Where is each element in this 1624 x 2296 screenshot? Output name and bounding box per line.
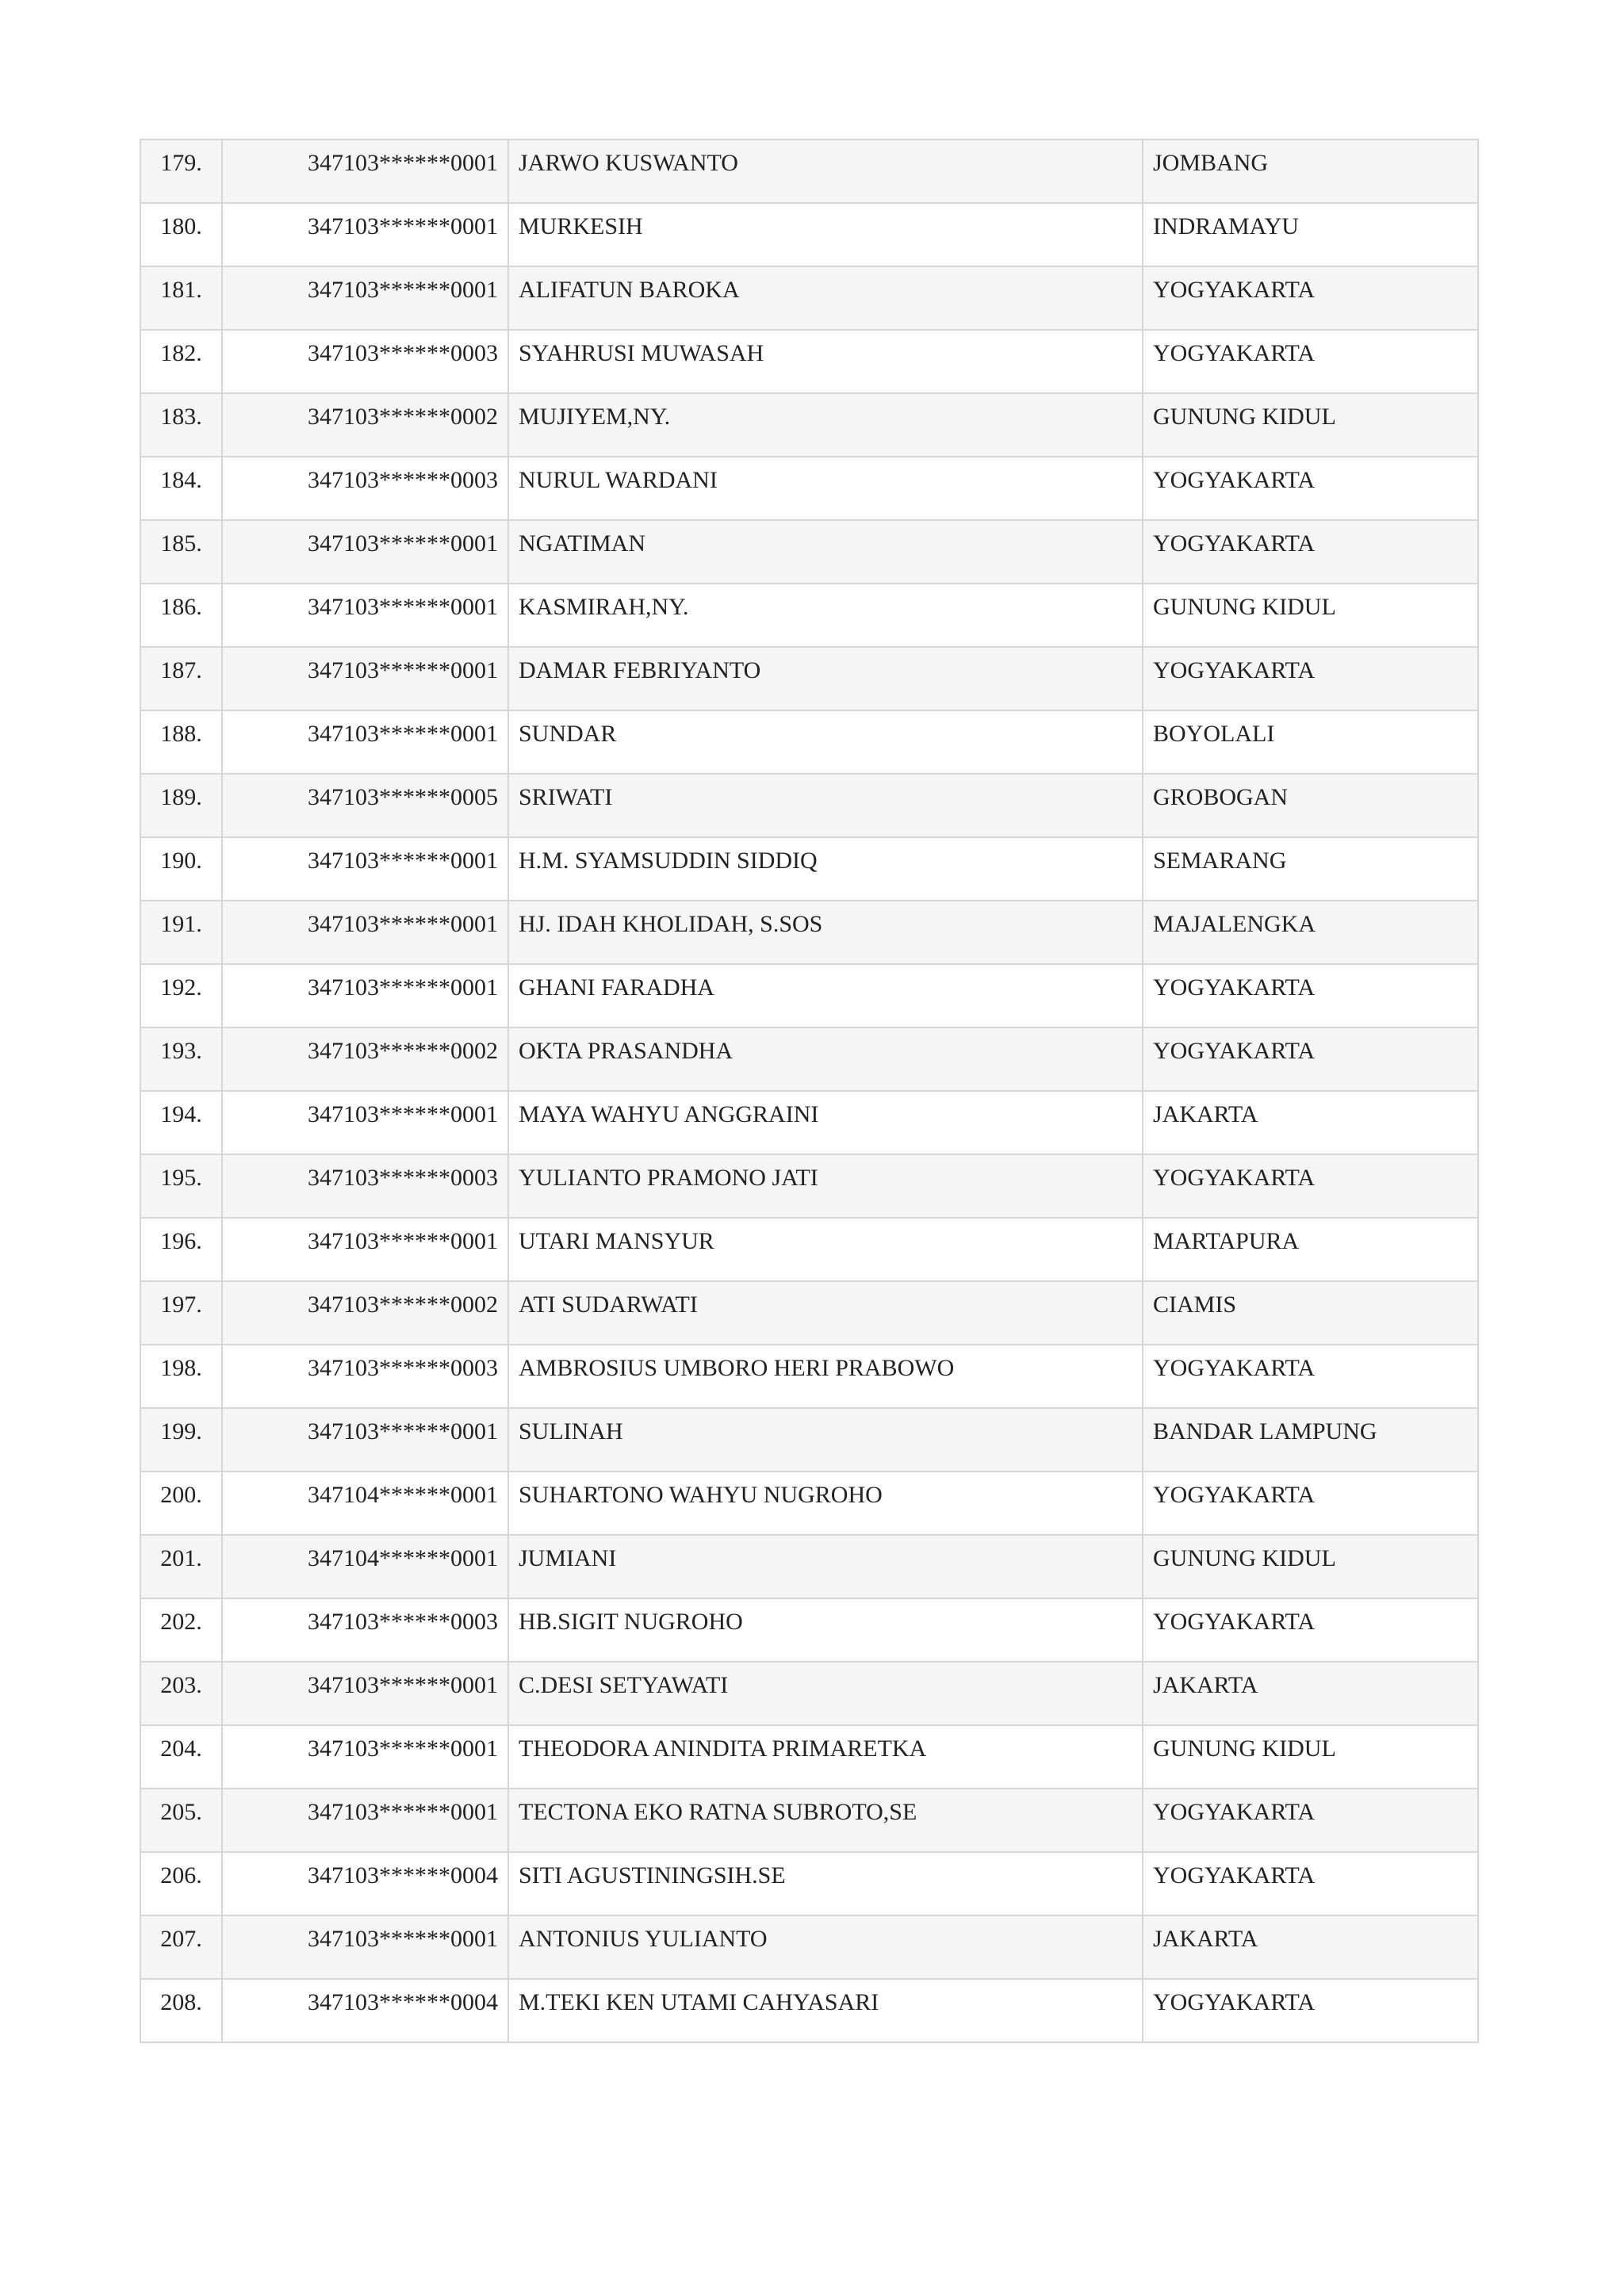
birthplace-cell: YOGYAKARTA [1143, 1027, 1478, 1091]
name-cell: SULINAH [508, 1408, 1143, 1471]
row-number-cell: 207. [140, 1915, 222, 1979]
table-row [140, 710, 1478, 774]
table-row [140, 330, 1478, 393]
birthplace-cell: YOGYAKARTA [1143, 1345, 1478, 1408]
birthplace-cell: JAKARTA [1143, 1091, 1478, 1154]
table-row [140, 1091, 1478, 1154]
birthplace-cell: YOGYAKARTA [1143, 1471, 1478, 1535]
table-row [140, 1662, 1478, 1725]
nik-cell: 347103******0001 [222, 520, 508, 584]
row-number-cell: 195. [140, 1154, 222, 1218]
row-number-cell: 200. [140, 1471, 222, 1535]
row-number-cell: 184. [140, 457, 222, 520]
row-number-cell: 188. [140, 710, 222, 774]
nik-cell: 347103******0001 [222, 1789, 508, 1852]
birthplace-cell: YOGYAKARTA [1143, 647, 1478, 710]
row-number-cell: 186. [140, 584, 222, 647]
birthplace-cell: JAKARTA [1143, 1915, 1478, 1979]
row-number-cell: 191. [140, 901, 222, 964]
table-row [140, 1408, 1478, 1471]
table-row [140, 1218, 1478, 1281]
row-number-cell: 190. [140, 837, 222, 901]
row-number-cell: 206. [140, 1852, 222, 1915]
birthplace-cell: YOGYAKARTA [1143, 1154, 1478, 1218]
nik-cell: 347103******0001 [222, 1218, 508, 1281]
birthplace-cell: YOGYAKARTA [1143, 520, 1478, 584]
birthplace-cell: YOGYAKARTA [1143, 266, 1478, 330]
birthplace-cell: YOGYAKARTA [1143, 1979, 1478, 2042]
row-number-cell: 205. [140, 1789, 222, 1852]
table-row [140, 266, 1478, 330]
name-cell: HB.SIGIT NUGROHO [508, 1598, 1143, 1662]
table-row [140, 837, 1478, 901]
name-cell: C.DESI SETYAWATI [508, 1662, 1143, 1725]
table-row [140, 1598, 1478, 1662]
table-row [140, 1154, 1478, 1218]
nik-cell: 347103******0005 [222, 774, 508, 837]
nik-cell: 347103******0001 [222, 647, 508, 710]
nik-cell: 347103******0001 [222, 1915, 508, 1979]
birthplace-cell: YOGYAKARTA [1143, 1852, 1478, 1915]
nik-cell: 347103******0001 [222, 837, 508, 901]
row-number-cell: 182. [140, 330, 222, 393]
birthplace-cell: YOGYAKARTA [1143, 1789, 1478, 1852]
name-cell: SRIWATI [508, 774, 1143, 837]
table-row [140, 520, 1478, 584]
birthplace-cell: YOGYAKARTA [1143, 457, 1478, 520]
row-number-cell: 185. [140, 520, 222, 584]
name-cell: DAMAR FEBRIYANTO [508, 647, 1143, 710]
name-cell: SITI AGUSTININGSIH.SE [508, 1852, 1143, 1915]
row-number-cell: 198. [140, 1345, 222, 1408]
name-cell: TECTONA EKO RATNA SUBROTO,SE [508, 1789, 1143, 1852]
name-cell: THEODORA ANINDITA PRIMARETKA [508, 1725, 1143, 1789]
nik-cell: 347103******0003 [222, 457, 508, 520]
table-row [140, 1471, 1478, 1535]
birthplace-cell: YOGYAKARTA [1143, 330, 1478, 393]
name-cell: OKTA PRASANDHA [508, 1027, 1143, 1091]
nik-cell: 347103******0001 [222, 140, 508, 203]
name-cell: SUNDAR [508, 710, 1143, 774]
name-cell: H.M. SYAMSUDDIN SIDDIQ [508, 837, 1143, 901]
nik-cell: 347103******0004 [222, 1979, 508, 2042]
name-cell: HJ. IDAH KHOLIDAH, S.SOS [508, 901, 1143, 964]
nik-cell: 347103******0003 [222, 1154, 508, 1218]
name-cell: M.TEKI KEN UTAMI CAHYASARI [508, 1979, 1143, 2042]
row-number-cell: 189. [140, 774, 222, 837]
name-cell: JARWO KUSWANTO [508, 140, 1143, 203]
birthplace-cell: BOYOLALI [1143, 710, 1478, 774]
table-row [140, 393, 1478, 457]
row-number-cell: 183. [140, 393, 222, 457]
table-row [140, 1789, 1478, 1852]
nik-cell: 347103******0001 [222, 1408, 508, 1471]
name-cell: NURUL WARDANI [508, 457, 1143, 520]
nik-cell: 347103******0003 [222, 330, 508, 393]
birthplace-cell: GUNUNG KIDUL [1143, 393, 1478, 457]
name-cell: KASMIRAH,NY. [508, 584, 1143, 647]
table-row [140, 457, 1478, 520]
name-cell: ALIFATUN BAROKA [508, 266, 1143, 330]
table-row [140, 1725, 1478, 1789]
name-cell: MAYA WAHYU ANGGRAINI [508, 1091, 1143, 1154]
row-number-cell: 204. [140, 1725, 222, 1789]
table-row [140, 1852, 1478, 1915]
name-cell: MURKESIH [508, 203, 1143, 266]
nik-cell: 347103******0002 [222, 1027, 508, 1091]
table-row [140, 774, 1478, 837]
name-cell: SYAHRUSI MUWASAH [508, 330, 1143, 393]
birthplace-cell: JOMBANG [1143, 140, 1478, 203]
row-number-cell: 208. [140, 1979, 222, 2042]
nik-cell: 347103******0001 [222, 710, 508, 774]
nik-cell: 347103******0003 [222, 1598, 508, 1662]
birthplace-cell: CIAMIS [1143, 1281, 1478, 1345]
table-row [140, 584, 1478, 647]
nik-cell: 347103******0001 [222, 1662, 508, 1725]
row-number-cell: 179. [140, 140, 222, 203]
row-number-cell: 187. [140, 647, 222, 710]
birthplace-cell: GUNUNG KIDUL [1143, 1535, 1478, 1598]
name-cell: MUJIYEM,NY. [508, 393, 1143, 457]
birthplace-cell: GUNUNG KIDUL [1143, 584, 1478, 647]
nik-cell: 347103******0001 [222, 203, 508, 266]
table-row [140, 1915, 1478, 1979]
nik-cell: 347103******0001 [222, 266, 508, 330]
nik-cell: 347103******0001 [222, 1725, 508, 1789]
table-row [140, 1345, 1478, 1408]
table-row [140, 901, 1478, 964]
name-cell: GHANI FARADHA [508, 964, 1143, 1027]
table-row [140, 1027, 1478, 1091]
name-cell: JUMIANI [508, 1535, 1143, 1598]
nik-cell: 347103******0001 [222, 901, 508, 964]
name-cell: YULIANTO PRAMONO JATI [508, 1154, 1143, 1218]
row-number-cell: 196. [140, 1218, 222, 1281]
row-number-cell: 194. [140, 1091, 222, 1154]
nik-cell: 347103******0001 [222, 1091, 508, 1154]
row-number-cell: 203. [140, 1662, 222, 1725]
nik-cell: 347104******0001 [222, 1535, 508, 1598]
birthplace-cell: SEMARANG [1143, 837, 1478, 901]
row-number-cell: 181. [140, 266, 222, 330]
table-row [140, 1281, 1478, 1345]
row-number-cell: 202. [140, 1598, 222, 1662]
birthplace-cell: GUNUNG KIDUL [1143, 1725, 1478, 1789]
table-row [140, 1535, 1478, 1598]
table-row [140, 203, 1478, 266]
row-number-cell: 201. [140, 1535, 222, 1598]
name-cell: AMBROSIUS UMBORO HERI PRABOWO [508, 1345, 1143, 1408]
row-number-cell: 199. [140, 1408, 222, 1471]
birthplace-cell: YOGYAKARTA [1143, 964, 1478, 1027]
birthplace-cell: YOGYAKARTA [1143, 1598, 1478, 1662]
birthplace-cell: GROBOGAN [1143, 774, 1478, 837]
name-cell: ANTONIUS YULIANTO [508, 1915, 1143, 1979]
birthplace-cell: BANDAR LAMPUNG [1143, 1408, 1478, 1471]
nik-cell: 347103******0004 [222, 1852, 508, 1915]
records-table-body [140, 140, 1478, 2042]
name-cell: NGATIMAN [508, 520, 1143, 584]
table-row [140, 140, 1478, 203]
table-row [140, 1979, 1478, 2042]
name-cell: UTARI MANSYUR [508, 1218, 1143, 1281]
nik-cell: 347103******0001 [222, 584, 508, 647]
row-number-cell: 192. [140, 964, 222, 1027]
nik-cell: 347104******0001 [222, 1471, 508, 1535]
name-cell: SUHARTONO WAHYU NUGROHO [508, 1471, 1143, 1535]
nik-cell: 347103******0001 [222, 964, 508, 1027]
birthplace-cell: MAJALENGKA [1143, 901, 1478, 964]
nik-cell: 347103******0002 [222, 393, 508, 457]
table-row [140, 964, 1478, 1027]
name-cell: ATI SUDARWATI [508, 1281, 1143, 1345]
records-table [140, 139, 1479, 2043]
birthplace-cell: MARTAPURA [1143, 1218, 1478, 1281]
nik-cell: 347103******0002 [222, 1281, 508, 1345]
birthplace-cell: JAKARTA [1143, 1662, 1478, 1725]
nik-cell: 347103******0003 [222, 1345, 508, 1408]
row-number-cell: 193. [140, 1027, 222, 1091]
row-number-cell: 180. [140, 203, 222, 266]
table-row [140, 647, 1478, 710]
birthplace-cell: INDRAMAYU [1143, 203, 1478, 266]
row-number-cell: 197. [140, 1281, 222, 1345]
